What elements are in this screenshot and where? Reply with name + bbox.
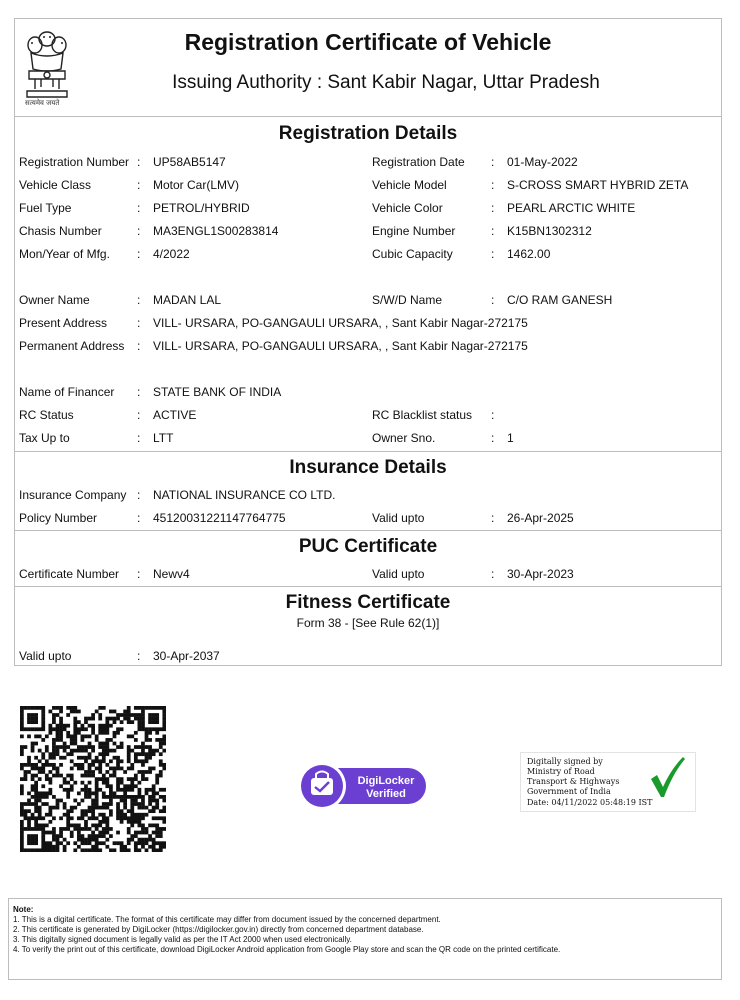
note-line: 4. To verify the print out of this certificate, download DigiLocker Android application from Google Play store and scan the QR code on the printed certificate.	[13, 945, 561, 954]
qr-code	[20, 706, 166, 852]
colon: :	[137, 567, 141, 581]
cubic-capacity-label: Cubic Capacity	[372, 247, 453, 261]
vehicle-color-value: PEARL ARCTIC WHITE	[507, 201, 636, 215]
owner-name-value: MADAN LAL	[153, 293, 222, 307]
present-address-value: VILL- URSARA, PO-GANGAULI URSARA, , Sant Kabir Nagar-272175	[153, 316, 528, 330]
owner-name-label: Owner Name	[19, 293, 90, 307]
fuel-type-value: PETROL/HYBRID	[153, 201, 250, 215]
financer-label: Name of Financer	[19, 385, 115, 399]
colon: :	[491, 178, 495, 192]
puc-valid-label: Valid upto	[372, 567, 425, 581]
puc-certificate-number-label: Certificate Number	[19, 567, 120, 581]
divider	[15, 586, 721, 587]
insurance-valid-label: Valid upto	[372, 511, 425, 525]
permanent-address-value: VILL- URSARA, PO-GANGAULI URSARA, , Sant Kabir Nagar-272175	[153, 339, 528, 353]
colon: :	[137, 431, 141, 445]
fitness-valid-value: 30-Apr-2037	[153, 649, 220, 663]
colon: :	[491, 201, 495, 215]
note-line: 1. This is a digital certificate. The format of this certificate may differ from document issued by the concerned department.	[13, 915, 441, 924]
signature-line: Digitally signed by	[527, 757, 603, 766]
digilocker-verified-label	[348, 775, 424, 801]
financer-value: STATE BANK OF INDIA	[153, 385, 282, 399]
verified-text: Verified	[366, 788, 406, 800]
fitness-certificate-heading: Fitness Certificate	[285, 592, 451, 613]
colon: :	[137, 224, 141, 238]
policy-number-label: Policy Number	[19, 511, 98, 525]
note-box	[8, 898, 722, 980]
policy-number-value: 45120031221147764775	[153, 511, 286, 525]
issuing-authority: Issuing Authority : Sant Kabir Nagar, Uttar Pradesh	[172, 72, 600, 93]
engine-number-label: Engine Number	[372, 224, 456, 238]
signature-date: Date: 04/11/2022 05:48:19 IST	[527, 798, 653, 807]
colon: :	[491, 511, 495, 525]
colon: :	[491, 247, 495, 261]
puc-certificate-heading: PUC Certificate	[298, 536, 438, 557]
insurance-valid-value: 26-Apr-2025	[507, 511, 574, 525]
engine-number-value: K15BN1302312	[507, 224, 592, 238]
signature-line: Transport & Highways	[527, 777, 620, 786]
puc-certificate-number-value: Newv4	[153, 567, 190, 581]
vehicle-class-value: Motor Car(LMV)	[153, 178, 240, 192]
note-line: 3. This digitally signed document is legally valid as per the IT Act 2000 when used electronically.	[13, 935, 352, 944]
vehicle-color-label: Vehicle Color	[372, 201, 443, 215]
swd-name-value: C/O RAM GANESH	[507, 293, 613, 307]
divider	[15, 451, 721, 452]
note-line: 2. This certificate is generated by DigiLocker (https://digilocker.gov.in) directly from concerned department database.	[13, 925, 424, 934]
colon: :	[137, 201, 141, 215]
rc-blacklist-label: RC Blacklist status	[372, 408, 473, 422]
colon: :	[137, 247, 141, 261]
page-title: Registration Certificate of Vehicle	[184, 29, 552, 55]
certificate-box	[14, 18, 722, 666]
vehicle-model-label: Vehicle Model	[372, 178, 447, 192]
certificate-header	[15, 19, 721, 117]
colon: :	[137, 155, 141, 169]
fitness-form-reference: Form 38 - [See Rule 62(1)]	[296, 616, 440, 630]
owner-sno-label: Owner Sno.	[372, 431, 436, 445]
colon: :	[491, 224, 495, 238]
insurance-company-value: NATIONAL INSURANCE CO LTD.	[153, 488, 336, 502]
chasis-number-label: Chasis Number	[19, 224, 102, 238]
chasis-number-value: MA3ENGL1S00283814	[153, 224, 279, 238]
rc-status-value: ACTIVE	[153, 408, 197, 422]
colon: :	[137, 488, 141, 502]
colon: :	[137, 293, 141, 307]
vehicle-model-value: S-CROSS SMART HYBRID ZETA	[507, 178, 689, 192]
fitness-valid-label: Valid upto	[19, 649, 72, 663]
registration-number-value: UP58AB5147	[153, 155, 226, 169]
colon: :	[491, 293, 495, 307]
colon: :	[137, 408, 141, 422]
colon: :	[491, 408, 495, 422]
colon: :	[137, 511, 141, 525]
signature-line: Ministry of Road	[527, 767, 595, 776]
colon: :	[137, 649, 141, 663]
digilocker-name: DigiLocker	[357, 775, 415, 787]
colon: :	[491, 155, 495, 169]
colon: :	[491, 431, 495, 445]
emblem-motto: सत्यमेव जयते	[25, 99, 60, 107]
divider	[15, 530, 721, 531]
check-mark-icon	[647, 755, 687, 799]
vehicle-class-label: Vehicle Class	[19, 178, 92, 192]
cubic-capacity-value: 1462.00	[507, 247, 551, 261]
registration-date-value: 01-May-2022	[507, 155, 578, 169]
colon: :	[137, 339, 141, 353]
rc-status-label: RC Status	[19, 408, 74, 422]
tax-label: Tax Up to	[19, 431, 70, 445]
manufacture-date-value: 4/2022	[153, 247, 190, 261]
manufacture-date-label: Mon/Year of Mfg.	[19, 247, 110, 261]
swd-name-label: S/W/D Name	[372, 293, 443, 307]
registration-date-label: Registration Date	[372, 155, 465, 169]
insurance-company-label: Insurance Company	[19, 488, 127, 502]
owner-sno-value: 1	[507, 431, 514, 445]
registration-details-heading: Registration Details	[278, 123, 458, 144]
colon: :	[137, 178, 141, 192]
present-address-label: Present Address	[19, 316, 108, 330]
colon: :	[137, 316, 141, 330]
permanent-address-label: Permanent Address	[19, 339, 125, 353]
insurance-details-heading: Insurance Details	[289, 457, 447, 478]
tax-value: LTT	[153, 431, 174, 445]
digital-signature-box	[520, 752, 696, 812]
puc-valid-value: 30-Apr-2023	[507, 567, 574, 581]
fuel-type-label: Fuel Type	[19, 201, 72, 215]
signature-line: Government of India	[527, 787, 611, 796]
registration-number-label: Registration Number	[19, 155, 130, 169]
note-title: Note:	[13, 905, 34, 914]
colon: :	[491, 567, 495, 581]
colon: :	[137, 385, 141, 399]
